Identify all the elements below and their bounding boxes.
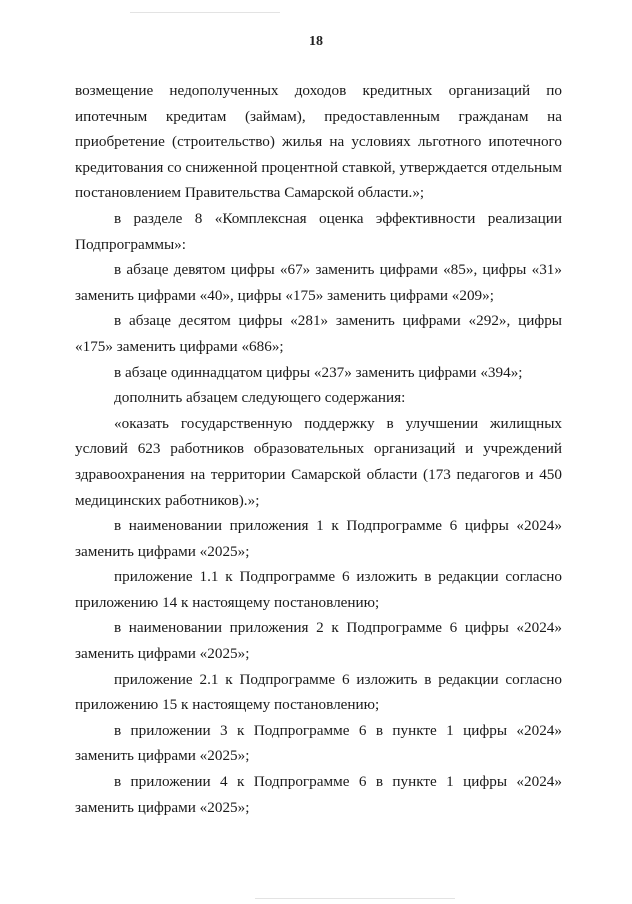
paragraph-continuation: возмещение недополученных доходов кредитных организаций по ипотечным кредитам (займам), предоставленным гражданам на приобретение (строительство) жилья на условиях льготного ипотечного кредитования со сниженной процентной ставкой, утверждается отдельным постановлением Правительства Самарской области.»; bbox=[75, 82, 562, 202]
page-number: 18 bbox=[309, 34, 323, 49]
paragraph-ninth-abzac: в абзаце девятом цифры «67» заменить цифрами «85», цифры «31» заменить цифрами «40», цифры «175» заменить цифрами «209»; bbox=[75, 261, 562, 304]
document-body bbox=[75, 78, 562, 820]
paragraph-annex-1-1: приложение 1.1 к Подпрограмме 6 изложить в редакции согласно приложению 14 к настоящему постановлению; bbox=[75, 568, 562, 611]
paragraph-tenth-abzac: в абзаце десятом цифры «281» заменить цифрами «292», цифры «175» заменить цифрами «686»; bbox=[75, 312, 562, 355]
paragraph-annex-4: в приложении 4 к Подпрограмме 6 в пункте 1 цифры «2024» заменить цифрами «2025»; bbox=[75, 773, 562, 816]
paragraph-annex-2-1: приложение 2.1 к Подпрограмме 6 изложить в редакции согласно приложению 15 к настоящему постановлению; bbox=[75, 670, 562, 714]
paragraph-quoted-support: «оказать государственную поддержку в улучшении жилищных условий 623 работников образовательных организаций и учреждений здравоохранения на территории Самарской области (173 педагогов и 450 медицинских работников).»; bbox=[75, 414, 562, 509]
paragraph-section-8: в разделе 8 «Комплексная оценка эффективности реализации Подпрограммы»: bbox=[75, 209, 562, 253]
paragraph-annex-3: в приложении 3 к Подпрограмме 6 в пункте 1 цифры «2024» заменить цифрами «2025»; bbox=[75, 721, 562, 765]
scan-artifact-bottom bbox=[255, 898, 455, 899]
paragraph-annex-1-name: в наименовании приложения 1 к Подпрограмме 6 цифры «2024» заменить цифрами «2025»; bbox=[75, 517, 562, 560]
paragraph-add-abzac: дополнить абзацем следующего содержания: bbox=[114, 389, 406, 407]
paragraph-eleventh-abzac: в абзаце одиннадцатом цифры «237» заменить цифрами «394»; bbox=[114, 363, 523, 381]
paragraph-annex-2-name: в наименовании приложения 2 к Подпрограмме 6 цифры «2024» заменить цифрами «2025»; bbox=[75, 619, 562, 663]
scan-artifact-top bbox=[130, 12, 280, 13]
